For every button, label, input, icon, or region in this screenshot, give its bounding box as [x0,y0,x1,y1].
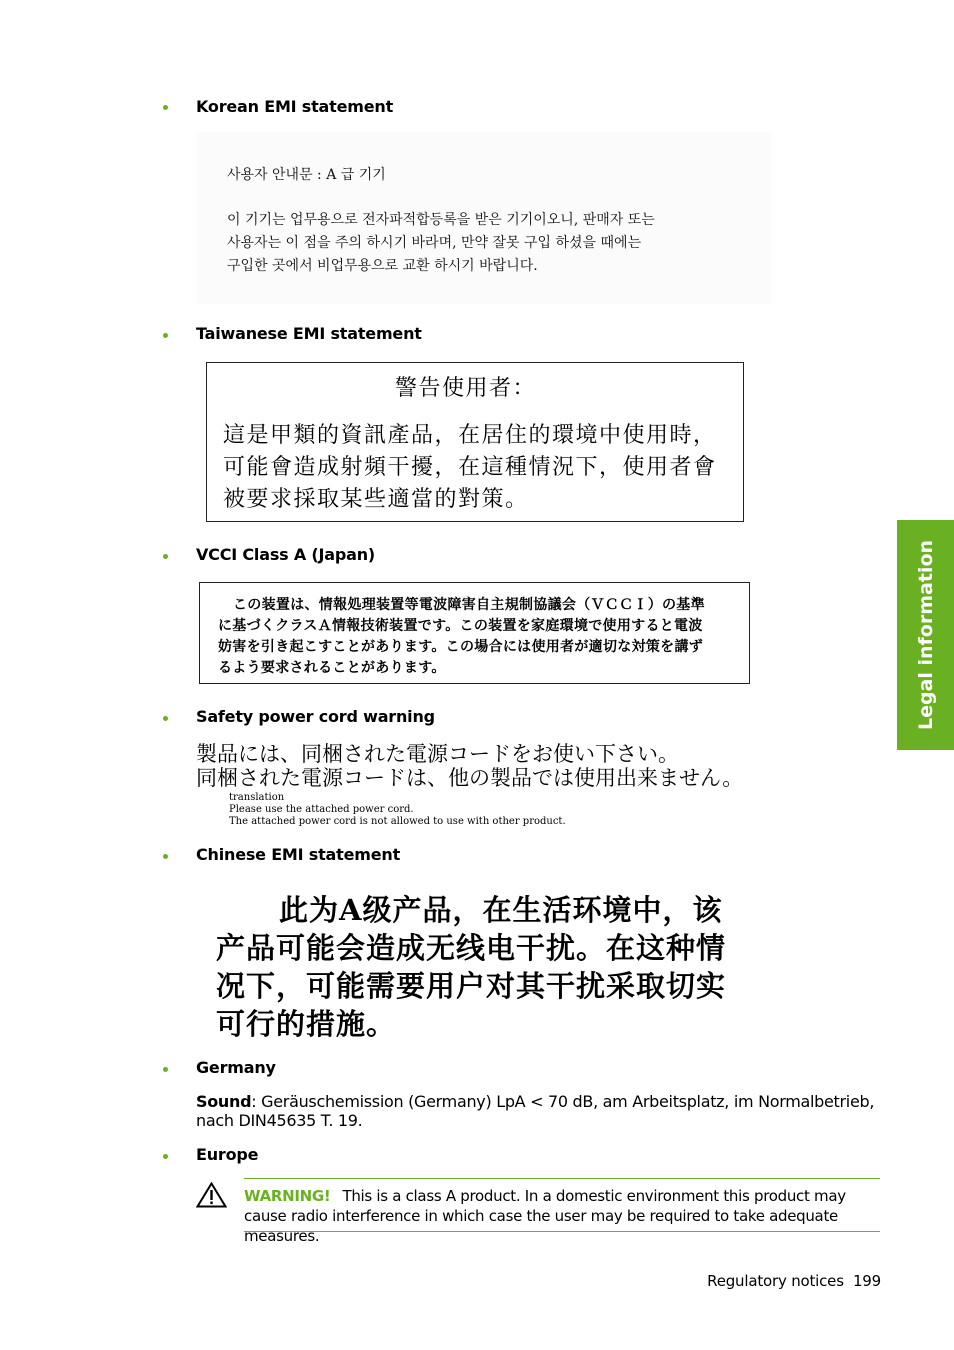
korean-line: 사용자는 이 점을 주의 하시기 바라며, 만약 잘못 구입 하셨을 때에는 [227,235,642,251]
taiwanese-line: 警告使用者： [395,376,537,401]
heading-chinese: Chinese EMI statement [196,845,401,864]
warning-label: WARNING! [244,1187,331,1205]
bullet-icon [163,105,168,110]
vcci-line: るよう要求されることがあります。 [218,660,446,676]
vcci-statement-image [199,582,750,684]
taiwanese-line: 被要求採取某些適當的對策。 [223,487,529,512]
warning-icon [196,1182,227,1208]
translation-line: Please use the attached power cord. [229,804,414,815]
heading-vcci: VCCI Class A (Japan) [196,545,376,564]
chinese-line: 产品可能会造成无线电干扰。在这种情 [216,931,727,965]
power-cord-line: 製品には、同梱された電源コードをお使い下さい。 [196,742,679,766]
chinese-line: 况下，可能需要用户对其干扰采取切实 [216,969,727,1003]
taiwanese-line: 這是甲類的資訊產品，在居住的環境中使用時， [223,423,717,448]
warning-paragraph [244,1186,880,1246]
page-number: 199 [852,1272,881,1290]
vcci-line: この装置は、情報処理装置等電波障害自主規制協議会（ＶＣＣＩ）の基準 [233,597,705,613]
heading-power-cord: Safety power cord warning [196,707,435,726]
translation-line: translation [229,792,285,803]
korean-statement-image [197,132,771,304]
sound-label: Sound [196,1092,252,1111]
chinese-line: 此为A级产品，在生活环境中，该 [279,893,723,927]
chinese-line: 可行的措施。 [216,1007,397,1041]
power-cord-line: 同梱された電源コードは、他の製品では使用出来ません。 [196,766,744,790]
footer-section: Regulatory notices [707,1272,844,1290]
warning-box [244,1178,880,1245]
vcci-line: に基づくクラスＡ情報技術装置です。この装置を家庭環境で使用すると電波 [218,618,703,634]
taiwanese-line: 可能會造成射頻干擾，在這種情況下，使用者會 [223,455,717,480]
heading-germany: Germany [196,1058,276,1077]
side-tab [897,520,954,750]
bullet-icon [163,333,168,338]
bullet-icon [163,1154,168,1159]
korean-line: 이 기기는 업무용으로 전자파적합등록을 받은 기기이오니, 판매자 또는 [227,212,655,228]
heading-korean: Korean EMI statement [196,97,394,116]
korean-line: 구입한 곳에서 비업무용으로 교환 하시기 바랍니다. [227,258,538,274]
heading-europe: Europe [196,1145,259,1164]
warning-text: This is a class A product. In a domestic environment this product may cause radio interference in which case the user may be required to take adequate measures. [244,1187,846,1245]
page-footer [707,1272,881,1290]
bullet-icon [163,1067,168,1072]
taiwanese-statement-image [206,362,744,522]
heading-taiwanese: Taiwanese EMI statement [196,324,422,343]
sound-text: : Geräuschemission (Germany) LpA < 70 dB, am Arbeitsplatz, im Normalbetrieb, nach DIN45635 T. 19. [196,1092,875,1130]
bullet-icon [163,716,168,721]
germany-sound-paragraph [196,1092,876,1130]
bullet-icon [163,554,168,559]
side-tab-label: Legal information [914,539,937,731]
bullet-icon [163,854,168,859]
vcci-line: 妨害を引き起こすことがあります。この場合には使用者が適切な対策を講ず [218,639,704,655]
korean-line: 사용자 안내문 : A 급 기기 [227,167,386,183]
translation-line: The attached power cord is not allowed to use with other product. [229,816,566,827]
